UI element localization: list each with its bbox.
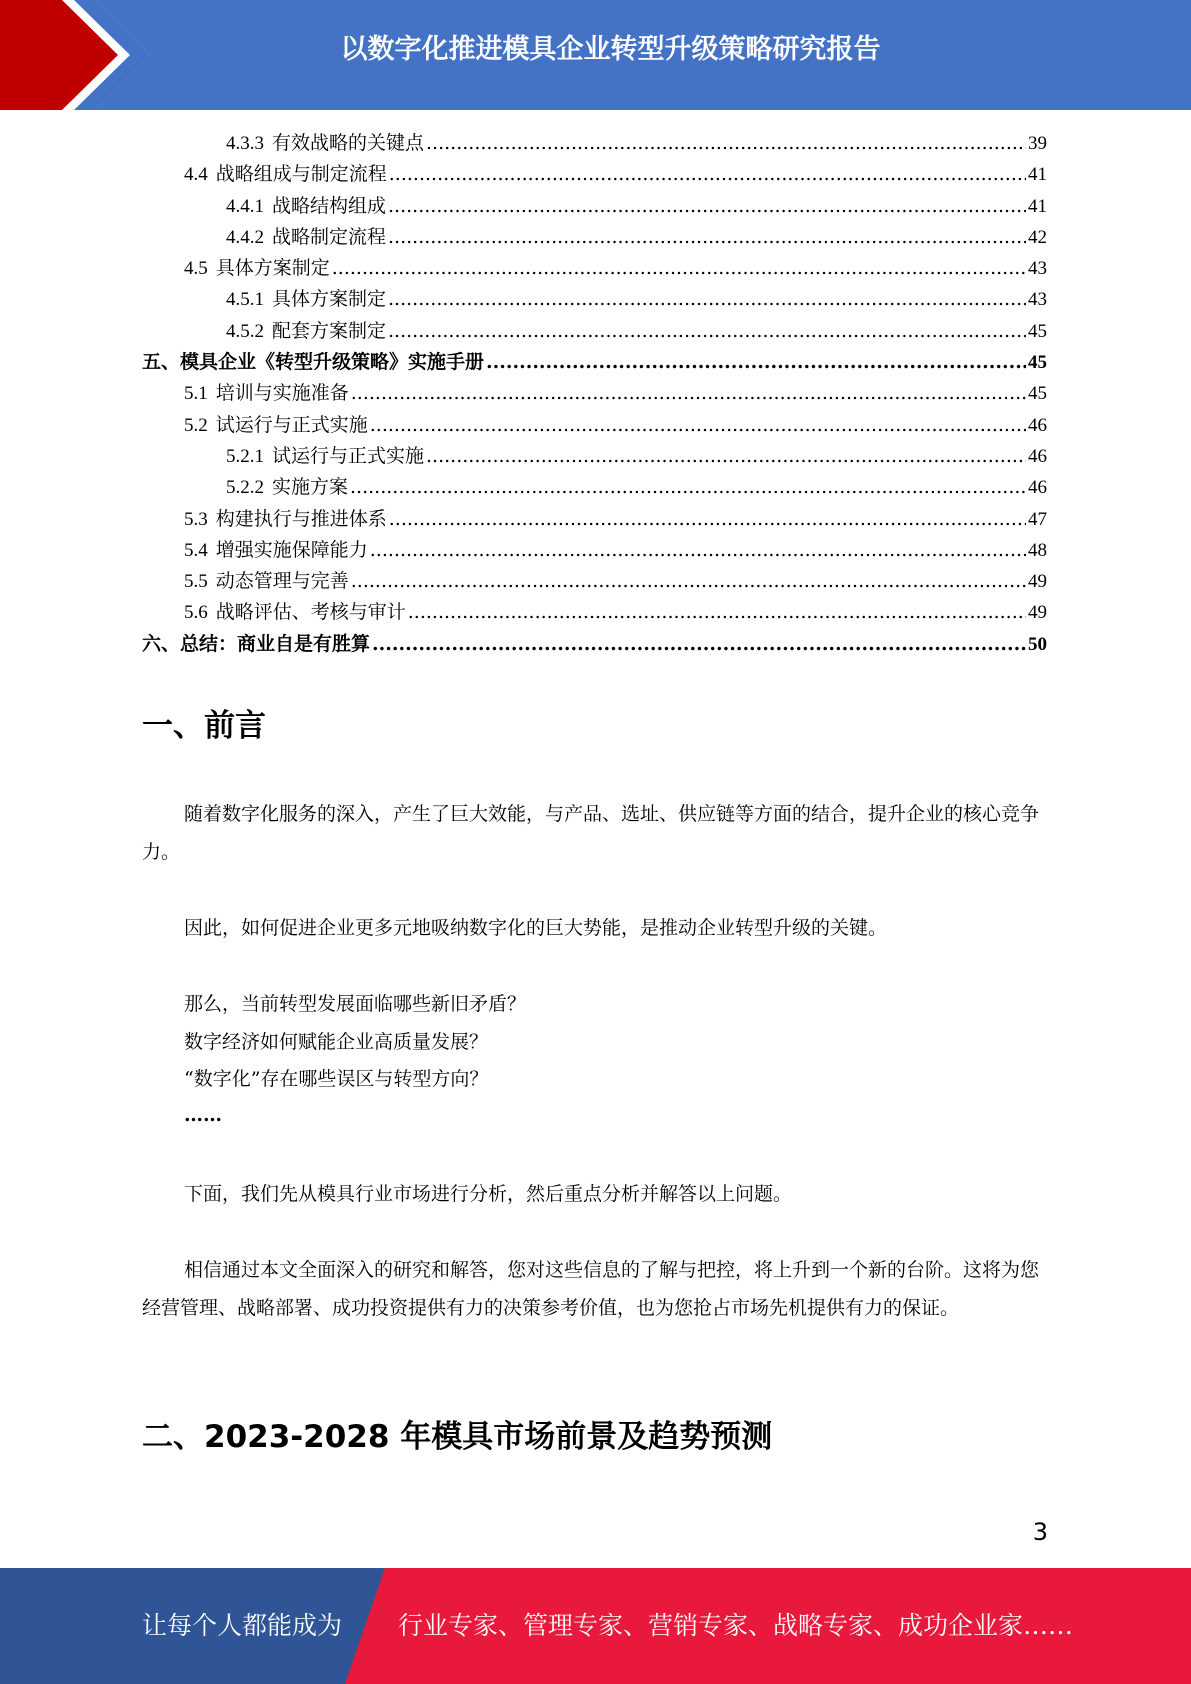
toc-entry[interactable] [142,159,1047,190]
toc-entry-page: 43 [1028,258,1047,280]
toc-entry-label: 试运行与正式实施 [272,444,425,467]
toc-dot-leader [389,508,1026,530]
toc-dot-leader [426,445,1026,467]
toc-dot-leader [388,226,1026,248]
toc-entry-label: 构建执行与推进体系 [215,507,387,530]
toc-entry[interactable] [142,347,1047,378]
toc-entry-page: 49 [1028,602,1047,624]
toc-entry-number: 4.5 [184,258,208,280]
toc-entry-page: 39 [1028,133,1047,154]
preface-question-1: 那么，当前转型发展面临哪些新旧矛盾？ [184,993,527,1015]
toc-entry[interactable] [142,472,1047,503]
preface-paragraph-1: 随着数字化服务的深入，产生了巨大效能，与产品、选址、供应链等方面的结合，提升企业的核心竞争力。 [142,803,1040,863]
toc-entry[interactable] [142,191,1047,222]
preface-paragraph-4: 相信通过本文全面深入的研究和解答，您对这些信息的了解与把控，将上升到一个新的台阶。这将为您经营管理、战略部署、成功投资提供有力的决策参考价值，也为您抢占市场先机提供有力的保证。 [142,1259,1040,1319]
toc-entry-number: 4.4.2 [226,226,264,248]
toc-entry-number: 5.2.2 [226,477,264,499]
toc-entry[interactable] [142,284,1047,315]
preface-question-2: 数字经济如何赋能企业高质量发展？ [184,1031,489,1053]
toc-entry-label: 战略结构组成 [272,194,387,217]
toc-entry-label: 具体方案制定 [215,257,330,280]
preface-ellipsis: …… [184,1104,222,1126]
toc-entry[interactable] [142,378,1047,409]
toc-entry-number: 5.5 [184,571,208,593]
toc-entry-label: 战略制定流程 [272,225,387,248]
toc-entry-page: 46 [1028,414,1047,436]
toc-dot-leader [408,601,1026,623]
toc-dot-leader [370,539,1026,561]
toc-entry-number: 5.2 [184,414,208,436]
toc-entry-page: 43 [1028,289,1047,311]
toc-entry-number: 5.2.1 [226,445,264,467]
toc-entry[interactable] [142,597,1047,628]
toc-entry-label: 培训与实施准备 [215,382,349,405]
toc-entry-label: 战略评估、考核与审计 [215,601,406,624]
toc-entry[interactable] [142,566,1047,597]
toc-entry-page: 46 [1028,477,1047,499]
page-footer [0,1568,1191,1684]
toc-entry-label: 配套方案制定 [272,319,387,342]
toc-entry-number: 4.3.3 [226,133,264,154]
toc-entry-number: 5.1 [184,383,208,405]
toc-dot-leader [426,132,1026,154]
toc-entry-label: 试运行与正式实施 [215,413,368,436]
toc-entry-label: 增强实施保障能力 [215,538,368,561]
toc-entry-label: 五、模具企业《转型升级策略》实施手册 [142,351,485,374]
toc-entry[interactable] [142,222,1047,253]
page-number: 3 [1032,1518,1048,1546]
toc-entry-page: 42 [1028,226,1047,248]
toc-entry-page: 45 [1028,352,1047,374]
toc-dot-leader [388,195,1026,217]
toc-dot-leader [332,257,1026,279]
toc-entry-number: 5.4 [184,539,208,561]
toc-entry-label: 有效战略的关键点 [272,132,425,154]
toc-entry-number: 5.6 [184,602,208,624]
toc-entry-page: 45 [1028,320,1047,342]
preface-question-3: “数字化”存在哪些误区与转型方向？ [184,1068,489,1090]
toc-entry[interactable] [142,441,1047,472]
toc-entry-number: 4.5.1 [226,289,264,311]
footer-slogan-right: 行业专家、管理专家、营销专家、战略专家、成功企业家…… [398,1611,1074,1640]
toc-entry-number: 4.4.1 [226,195,264,217]
section-2-heading: 二、2023-2028 年模具市场前景及趋势预测 [142,1419,773,1455]
toc-dot-leader [388,320,1026,342]
toc-entry[interactable] [142,316,1047,347]
toc-entry[interactable] [142,410,1047,441]
toc-entry-page: 49 [1028,571,1047,593]
toc-entry-label: 战略组成与制定流程 [215,163,387,186]
preface-paragraph-2: 因此，如何促进企业更多元地吸纳数字化的巨大势能，是推动企业转型升级的关键。 [184,917,888,939]
toc-entry-label: 实施方案 [272,476,349,499]
toc-entry-number: 5.3 [184,508,208,530]
toc-entry-page: 48 [1028,539,1047,561]
preface-heading: 一、前言 [142,708,266,744]
toc-entry-page: 50 [1028,633,1047,655]
toc-entry-page: 45 [1028,383,1047,405]
toc-entry-label: 动态管理与完善 [215,570,349,593]
toc-entry[interactable] [142,128,1047,159]
toc-dot-leader [372,633,1026,655]
footer-slogan-left: 让每个人都能成为 [142,1611,343,1640]
toc-entry-label: 具体方案制定 [272,288,387,311]
toc-dot-leader [389,163,1026,185]
toc-entry[interactable] [142,253,1047,284]
toc-entry-page: 41 [1028,164,1047,186]
toc-dot-leader [351,570,1026,592]
page-header [0,0,1191,110]
toc-dot-leader [350,476,1026,498]
toc-entry-number: 4.4 [184,164,208,186]
report-title: 以数字化推进模具企业转型升级策略研究报告 [340,34,881,65]
toc-entry[interactable] [142,629,1047,660]
toc-entry-number: 4.5.2 [226,320,264,342]
toc-entry[interactable] [142,504,1047,535]
toc-dot-leader [388,288,1026,310]
toc-dot-leader [486,351,1026,373]
toc-entry-page: 46 [1028,445,1047,467]
toc-entry-label: 六、总结：商业自是有胜算 [142,632,371,655]
preface-paragraph-3: 下面，我们先从模具行业市场进行分析，然后重点分析并解答以上问题。 [184,1183,793,1205]
toc-entry-page: 47 [1028,508,1047,530]
toc-dot-leader [370,414,1026,436]
toc-entry[interactable] [142,535,1047,566]
toc-dot-leader [351,382,1026,404]
toc-entry-page: 41 [1028,195,1047,217]
table-of-contents [142,128,1047,660]
